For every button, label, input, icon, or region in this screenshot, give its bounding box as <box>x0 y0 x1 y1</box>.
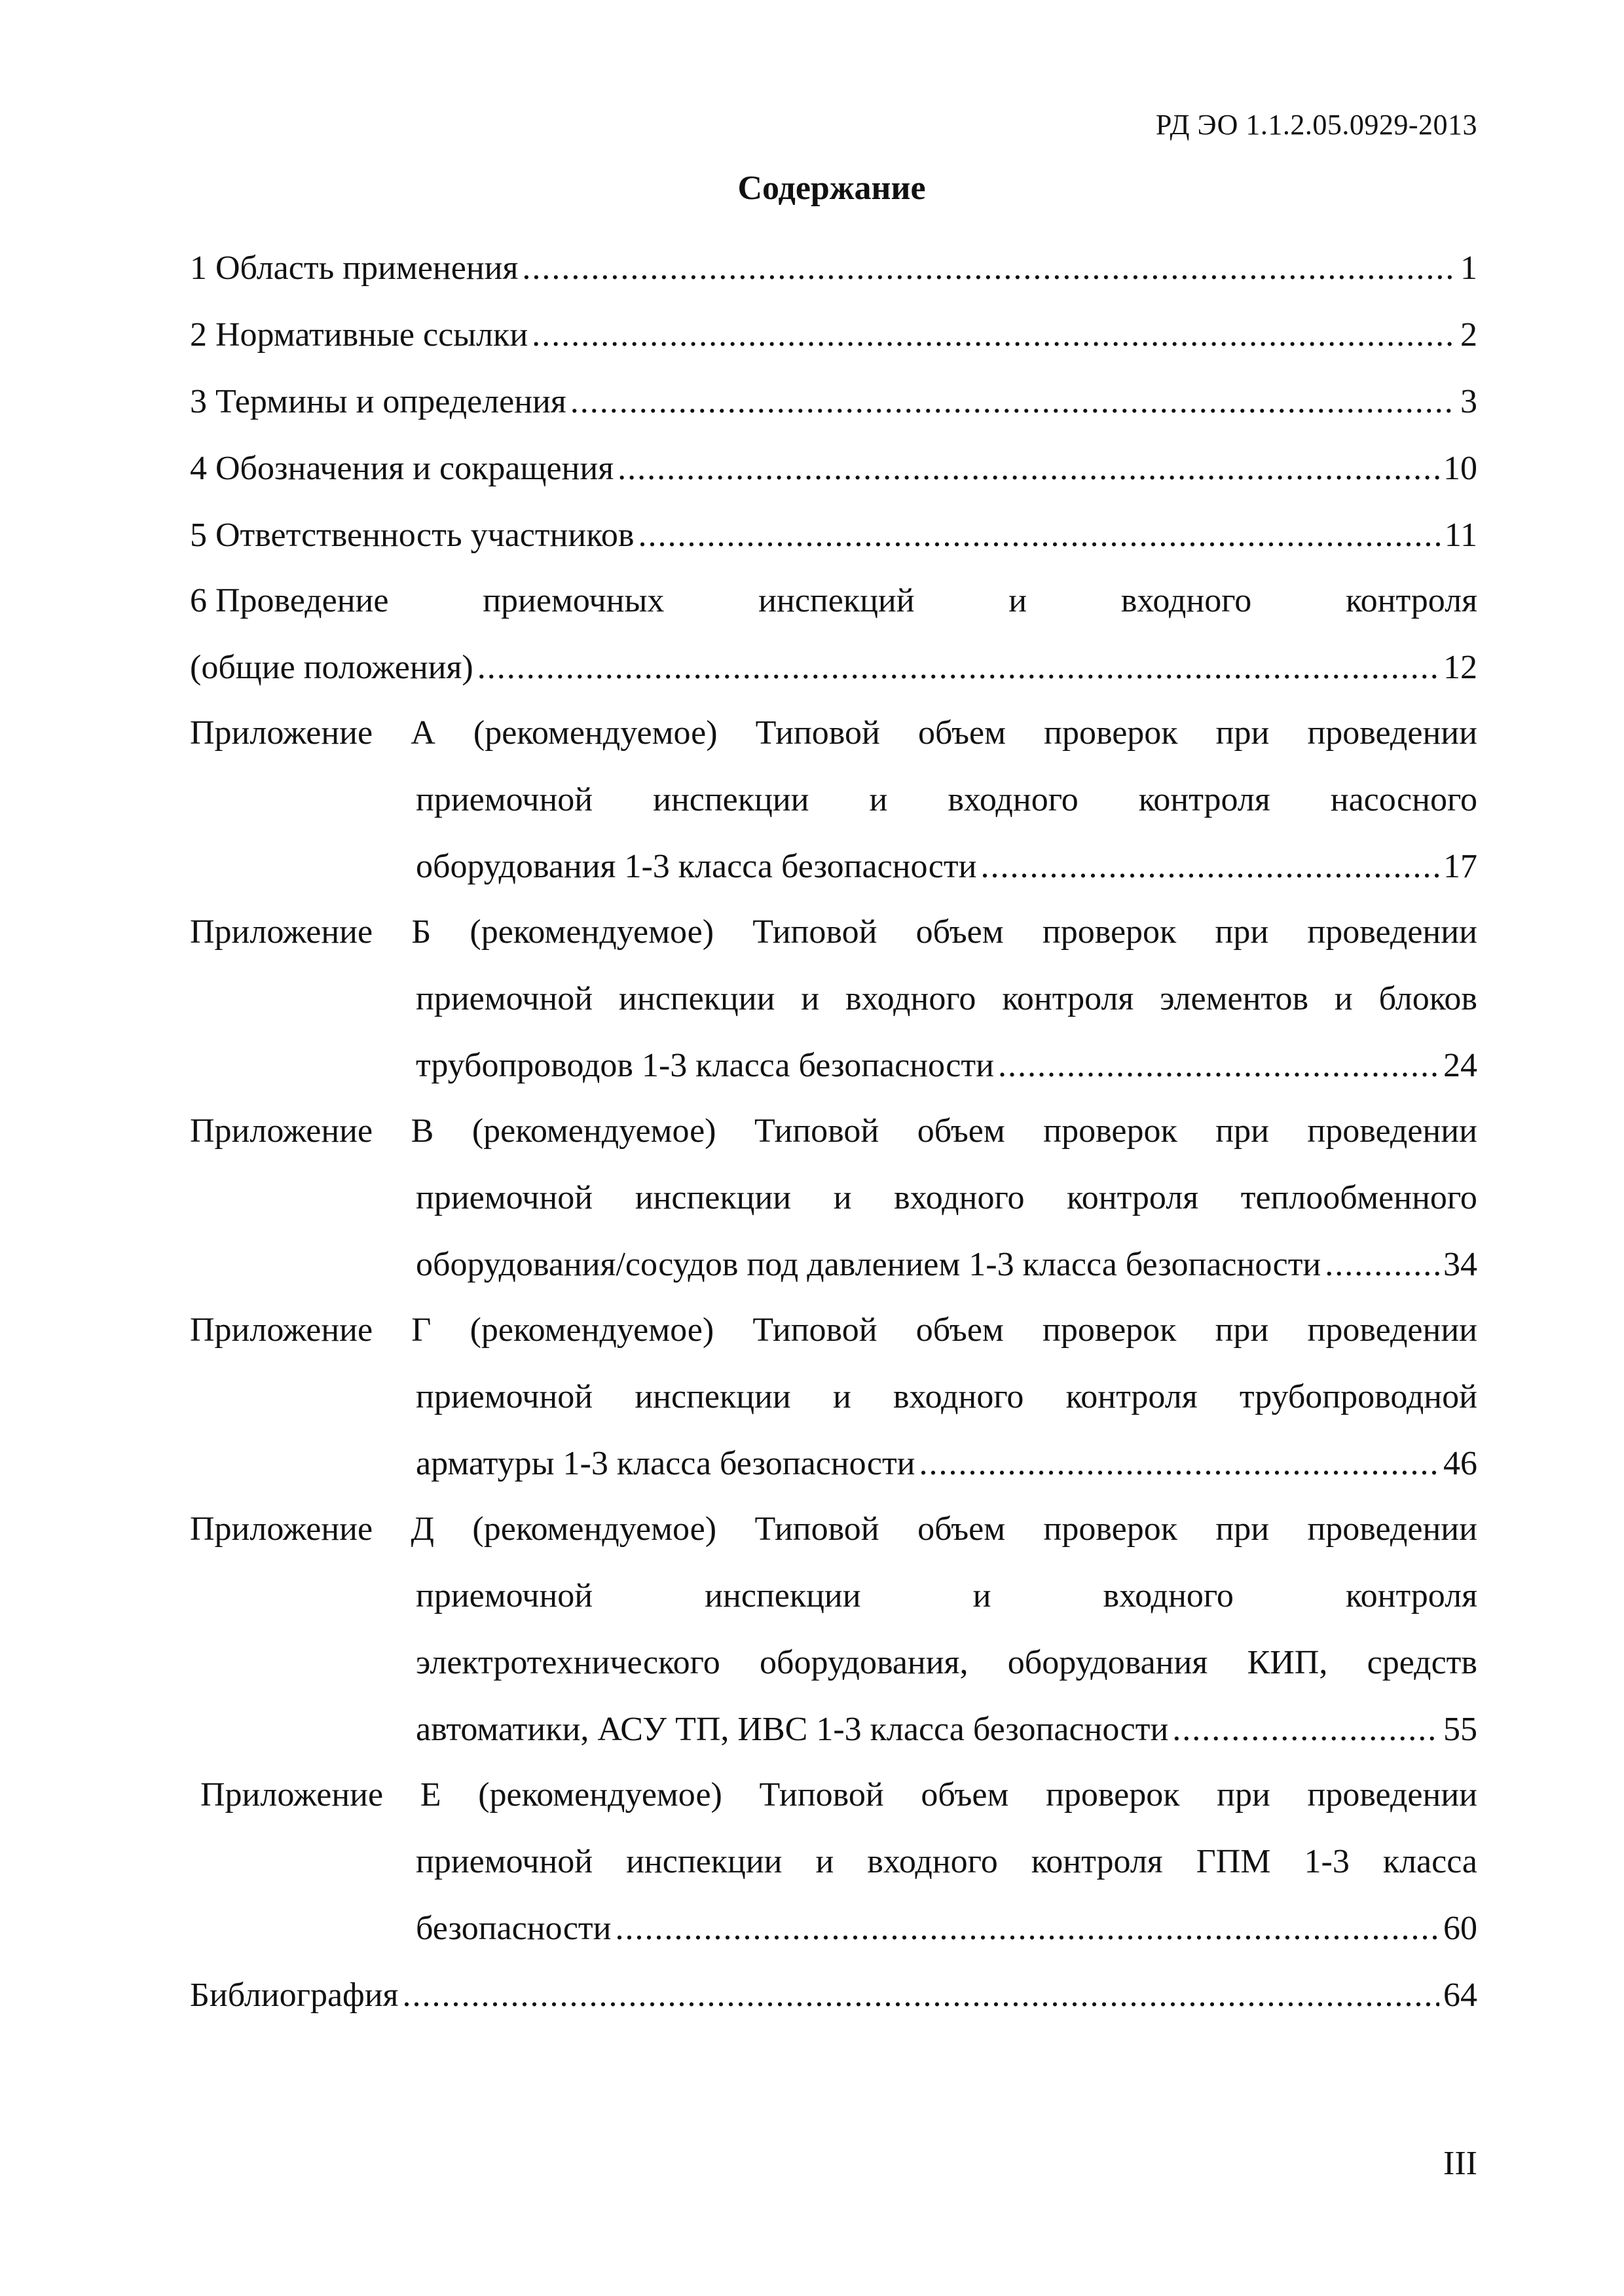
toc-word: ГПМ <box>1196 1843 1271 1880</box>
toc-word: (рекомендуемое) <box>473 714 718 752</box>
toc-appendix-g-line-2 <box>416 1377 1477 1443</box>
dot-leader <box>615 1909 1439 1948</box>
toc-word: приемочной <box>416 1577 593 1614</box>
toc-word: контроля <box>1067 1179 1199 1216</box>
toc-appendix-v-line-2 <box>416 1178 1477 1244</box>
toc-appendix-a-line-2 <box>416 780 1477 846</box>
toc-appendix-e-line-1[interactable] <box>200 1776 1477 1841</box>
toc-word: и <box>1008 582 1027 619</box>
toc-entry-text: безопасности <box>416 1910 612 1947</box>
toc-appendix-d-line-2 <box>416 1576 1477 1642</box>
toc-word: проверок <box>1043 1510 1177 1548</box>
toc-word: электротехнического <box>416 1644 720 1681</box>
toc-word: объем <box>917 714 1006 752</box>
toc-word: Типовой <box>754 1112 879 1150</box>
toc-appendix-a-line-1[interactable] <box>190 714 1477 779</box>
toc-word: 1-3 <box>1304 1843 1350 1880</box>
toc-word: приемочных <box>483 582 665 619</box>
toc-entry-text: 2 Нормативные ссылки <box>190 316 528 354</box>
toc-word: при <box>1215 1510 1270 1548</box>
toc-word: входного <box>1120 582 1252 619</box>
toc-appendix-g-line-1[interactable] <box>190 1311 1477 1376</box>
toc-word: контроля <box>1346 582 1477 619</box>
toc-word: Е <box>420 1776 441 1813</box>
toc-word: инспекции <box>619 980 775 1017</box>
toc-word: проверок <box>1044 714 1178 752</box>
dot-leader <box>402 1976 1439 2014</box>
toc-word: входного <box>867 1843 998 1880</box>
toc-appendix-g-line-3[interactable] <box>416 1444 1477 1510</box>
toc-word: Приложение <box>200 1776 384 1813</box>
toc-word: и <box>972 1577 991 1614</box>
toc-word: приемочной <box>416 1843 593 1880</box>
toc-word: и <box>832 1378 851 1415</box>
toc-entry-5[interactable] <box>190 516 1477 581</box>
toc-word: Типовой <box>759 1776 884 1813</box>
toc-word: оборудования, <box>760 1644 969 1681</box>
toc-word: (рекомендуемое) <box>472 1510 717 1548</box>
toc-page-number: 46 <box>1443 1445 1477 1482</box>
toc-page-number: 2 <box>1460 316 1477 354</box>
toc-word: инспекции <box>653 781 809 818</box>
toc-entry-text: оборудования 1-3 класса безопасности <box>416 848 977 885</box>
toc-word: проведении <box>1307 1112 1477 1150</box>
toc-word: Г <box>411 1311 432 1349</box>
toc-appendix-d-line-3 <box>416 1643 1477 1709</box>
toc-page-number: 64 <box>1443 1977 1477 2014</box>
toc-appendix-a-line-3[interactable] <box>416 847 1477 913</box>
toc-appendix-e-line-2 <box>416 1842 1477 1908</box>
toc-word: инспекции <box>635 1179 792 1216</box>
toc-word: проведении <box>1307 714 1477 752</box>
toc-word: инспекций <box>758 582 915 619</box>
toc-word: 6 Проведение <box>190 582 389 619</box>
toc-appendix-b-line-1[interactable] <box>190 913 1477 978</box>
toc-entry-text: 1 Область применения <box>190 249 519 287</box>
toc-word: Б <box>411 913 432 951</box>
toc-entry-6-line-2[interactable] <box>190 648 1477 714</box>
toc-word: Приложение <box>190 1510 373 1548</box>
toc-word: объем <box>917 1510 1006 1548</box>
toc-word: входного <box>894 1179 1025 1216</box>
toc-word: контроля <box>1346 1577 1477 1614</box>
toc-entry-text: трубопроводов 1-3 класса безопасности <box>416 1047 994 1084</box>
toc-word: инспекции <box>705 1577 861 1614</box>
toc-entry-text: оборудования/сосудов под давлением 1-3 класса безопасности <box>416 1246 1321 1283</box>
toc-word: инспекции <box>626 1843 783 1880</box>
toc-appendix-v-line-3[interactable] <box>416 1245 1477 1311</box>
toc-word: В <box>411 1112 434 1150</box>
toc-word: проведении <box>1307 913 1477 951</box>
toc-appendix-b-line-2 <box>416 979 1477 1045</box>
toc-word: (рекомендуемое) <box>471 1112 716 1150</box>
toc-word: оборудования <box>1007 1644 1208 1681</box>
toc-word: контроля <box>1065 1378 1198 1415</box>
toc-word: объем <box>921 1776 1009 1813</box>
toc-word: средств <box>1367 1644 1477 1681</box>
toc-word: Приложение <box>190 1112 373 1150</box>
toc-word: приемочной <box>416 781 593 818</box>
toc-word: проверок <box>1042 913 1177 951</box>
toc-entry-2[interactable] <box>190 316 1477 381</box>
toc-word: и <box>869 781 888 818</box>
toc-word: насосного <box>1330 781 1477 818</box>
dot-leader <box>570 382 1456 421</box>
toc-word: входного <box>893 1378 1024 1415</box>
dot-leader <box>638 516 1440 555</box>
toc-word: контроля <box>1002 980 1134 1017</box>
toc-word: объем <box>915 1311 1004 1349</box>
toc-word: Типовой <box>752 1311 877 1349</box>
toc-page-number: 3 <box>1460 383 1477 420</box>
toc-entry-text: 4 Обозначения и сокращения <box>190 450 614 487</box>
toc-entry-3[interactable] <box>190 382 1477 448</box>
toc-entry-6-line-1[interactable] <box>190 581 1477 647</box>
dot-leader <box>532 316 1456 354</box>
toc-entry-1[interactable] <box>190 249 1477 314</box>
toc-word: Приложение <box>190 714 373 752</box>
toc-word: (рекомендуемое) <box>478 1776 722 1813</box>
toc-word: приемочной <box>416 1179 593 1216</box>
dot-leader <box>998 1046 1439 1085</box>
dot-leader <box>980 847 1439 886</box>
toc-entry-text: арматуры 1-3 класса безопасности <box>416 1445 915 1482</box>
toc-page-number: 1 <box>1460 249 1477 287</box>
toc-word: инспекции <box>635 1378 791 1415</box>
toc-word: и <box>815 1843 834 1880</box>
toc-word: объем <box>915 913 1004 951</box>
toc-word: и <box>1334 980 1353 1017</box>
toc-word: приемочной <box>416 1378 593 1415</box>
toc-word: (рекомендуемое) <box>470 913 714 951</box>
document-code: РД ЭО 1.1.2.05.0929-2013 <box>1155 109 1477 141</box>
toc-word: А <box>411 714 435 752</box>
toc-appendix-b-line-3[interactable] <box>416 1046 1477 1112</box>
toc-word: при <box>1215 913 1269 951</box>
toc-appendix-d-line-1[interactable] <box>190 1510 1477 1575</box>
toc-word: проведении <box>1307 1776 1477 1813</box>
toc-page-number: 55 <box>1443 1711 1477 1748</box>
toc-page-number: 60 <box>1443 1910 1477 1947</box>
toc-word: класса <box>1382 1843 1477 1880</box>
toc-page-number: 12 <box>1443 649 1477 686</box>
toc-word: и <box>833 1179 852 1216</box>
page-title: Содержание <box>737 170 926 207</box>
toc-page-number: 11 <box>1444 517 1477 554</box>
toc-word: блоков <box>1378 980 1477 1017</box>
toc-word: Д <box>411 1510 434 1548</box>
toc-word: при <box>1215 1311 1269 1349</box>
toc-word: Типовой <box>754 1510 879 1548</box>
toc-word: элементов <box>1160 980 1309 1017</box>
toc-page-number: 17 <box>1443 848 1477 885</box>
toc-word: теплообменного <box>1240 1179 1477 1216</box>
dot-leader <box>477 648 1439 687</box>
toc-word: контроля <box>1138 781 1270 818</box>
toc-word: входного <box>845 980 976 1017</box>
toc-word: входного <box>948 781 1079 818</box>
toc-word: входного <box>1103 1577 1234 1614</box>
toc-word: проведении <box>1307 1311 1477 1349</box>
toc-word: Типовой <box>752 913 877 951</box>
toc-word: проведении <box>1307 1510 1477 1548</box>
dot-leader <box>1325 1245 1439 1284</box>
toc-word: проверок <box>1046 1776 1180 1813</box>
toc-entry-4[interactable] <box>190 449 1477 515</box>
toc-page-number: 24 <box>1443 1047 1477 1084</box>
dot-leader <box>919 1444 1439 1483</box>
toc-word: при <box>1217 1776 1270 1813</box>
dot-leader <box>618 449 1439 488</box>
toc-appendix-d-line-4[interactable] <box>416 1710 1477 1776</box>
toc-word: приемочной <box>416 980 593 1017</box>
toc-entry-text: (общие положения) <box>190 649 473 686</box>
toc-bibliography[interactable] <box>190 1976 1477 2041</box>
toc-word: трубопроводной <box>1239 1378 1477 1415</box>
toc-word: Приложение <box>190 913 373 951</box>
toc-entry-text: 5 Ответственность участников <box>190 517 635 554</box>
toc-word: контроля <box>1031 1843 1163 1880</box>
toc-word: проверок <box>1043 1311 1177 1349</box>
dot-leader <box>1172 1710 1439 1749</box>
page-number: III <box>1443 2145 1477 2182</box>
toc-word: Приложение <box>190 1311 373 1349</box>
toc-entry-text: 3 Термины и определения <box>190 383 566 420</box>
toc-word: при <box>1215 1112 1269 1150</box>
dot-leader <box>522 249 1456 287</box>
toc-word: объем <box>917 1112 1005 1150</box>
toc-word: (рекомендуемое) <box>470 1311 714 1349</box>
toc-word: КИП, <box>1247 1644 1328 1681</box>
toc-word: при <box>1215 714 1270 752</box>
toc-word: Типовой <box>755 714 880 752</box>
toc-entry-text: Библиография <box>190 1977 399 2014</box>
toc-appendix-v-line-1[interactable] <box>190 1112 1477 1177</box>
toc-page-number: 34 <box>1443 1246 1477 1283</box>
toc-page-number: 10 <box>1443 450 1477 487</box>
toc-word: и <box>801 980 820 1017</box>
toc-appendix-e-line-3[interactable] <box>416 1909 1477 1975</box>
toc-word: проверок <box>1043 1112 1177 1150</box>
toc-entry-text: автоматики, АСУ ТП, ИВС 1-3 класса безопасности <box>416 1711 1169 1748</box>
